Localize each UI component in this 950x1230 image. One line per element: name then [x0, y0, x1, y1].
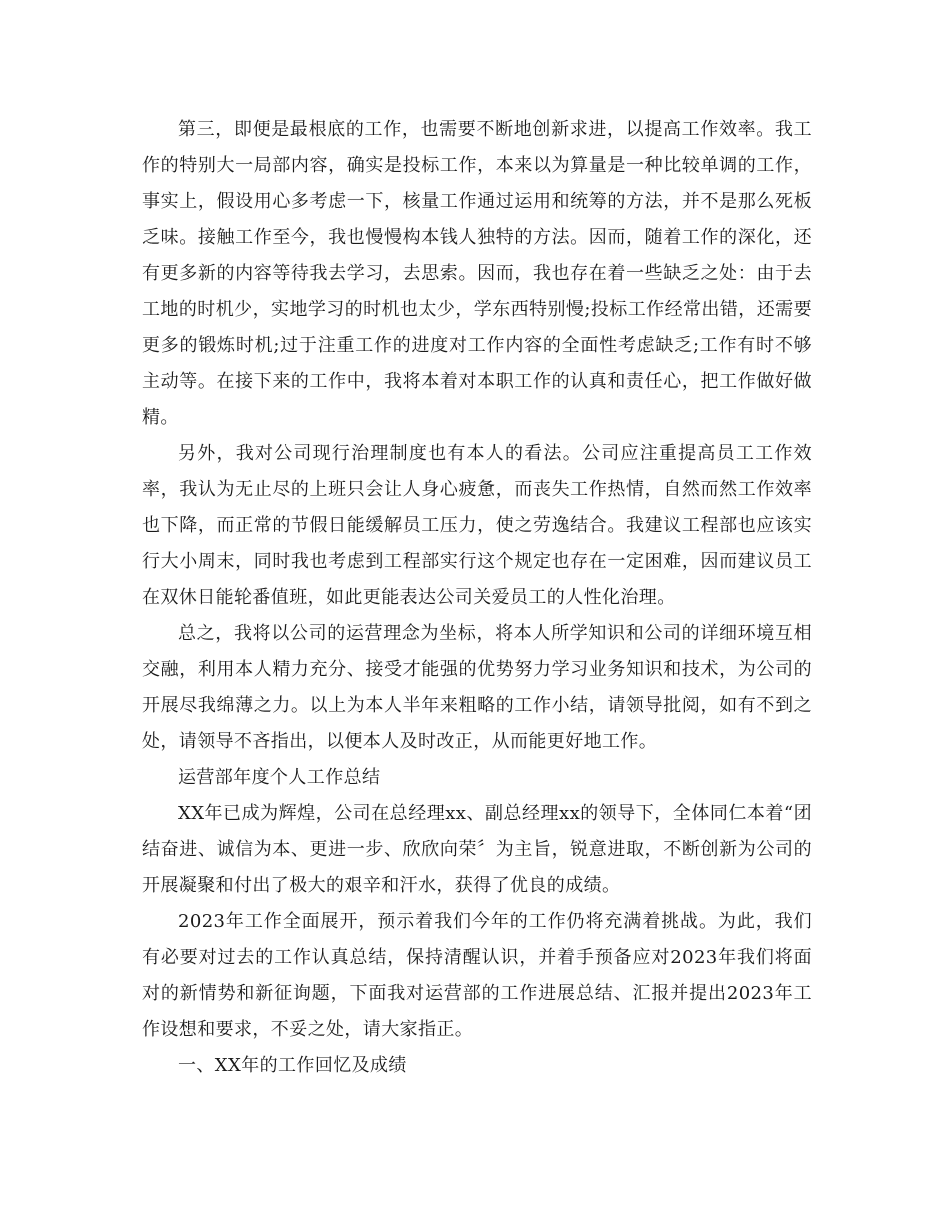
paragraph-third-point: 第三，即便是最根底的工作，也需要不断地创新求进，以提高工作效率。我工作的特别大一局部内容，确实是投标工作，本来以为算量是一种比较单调的工作，事实上，假设用心多考虑一下，核量工作通过运用和统筹的方法，并不是那么死板乏味。接触工作至今，我也慢慢构本钱人独特的方法。因而，随着工作的深化，还有更多新的内容等待我去学习，去思索。因而，我也存在着一些缺乏之处：由于去工地的时机少，实地学习的时机也太少，学东西特别慢;投标工作经常出错，还需要更多的锻炼时机;过于注重工作的进度对工作内容的全面性考虑缺乏;工作有时不够主动等。在接下来的工作中，我将本着对本职工作的认真和责任心，把工作做好做精。: [142, 119, 812, 428]
paragraph-2023-plan: 2023年工作全面展开，预示着我们今年的工作仍将充满着挑战。为此，我们有必要对过去的工作认真总结，保持清醒认识，并着手预备应对2023年我们将面对的新情势和新征询题，下面我对运营部的工作进展总结、汇报并提出2023年工作设想和要求，不妥之处，请大家指正。: [142, 911, 812, 1040]
paragraph-year-intro: XX年已成为辉煌，公司在总经理xx、副总经理xx的领导下，全体同仁本着“团结奋进、诚信为本、更进一步、欣欣向荣〞为主旨，锐意进取，不断创新为公司的开展凝聚和付出了极大的艰辛和汗水，获得了优良的成绩。: [142, 803, 812, 896]
document-body: [142, 112, 812, 1084]
paragraph-conclusion: 总之，我将以公司的运营理念为坐标，将本人所学知识和公司的详细环境互相交融，利用本人精力充分、接受才能强的优势努力学习业务知识和技术，为公司的开展尽我绵薄之力。以上为本人半年来粗略的工作小结，请领导批阅，如有不到之处，请领导不吝指出，以便本人及时改正，从而能更好地工作。: [142, 623, 812, 752]
section-heading-review: 一、XX年的工作回忆及成绩: [178, 1055, 407, 1076]
paragraph-management-opinion: 另外，我对公司现行治理制度也有本人的看法。公司应注重提高员工工作效率，我认为无止尽的上班只会让人身心疲惫，而丧失工作热情，自然而然工作效率也下降，而正常的节假日能缓解员工压力，使之劳逸结合。我建议工程部也应该实行大小周末，同时我也考虑到工程部实行这个规定也存在一定困难，因而建议员工在双休日能轮番值班，如此更能表达公司关爱员工的人性化治理。: [142, 443, 812, 608]
section-title-operations-summary: 运营部年度个人工作总结: [178, 767, 381, 788]
